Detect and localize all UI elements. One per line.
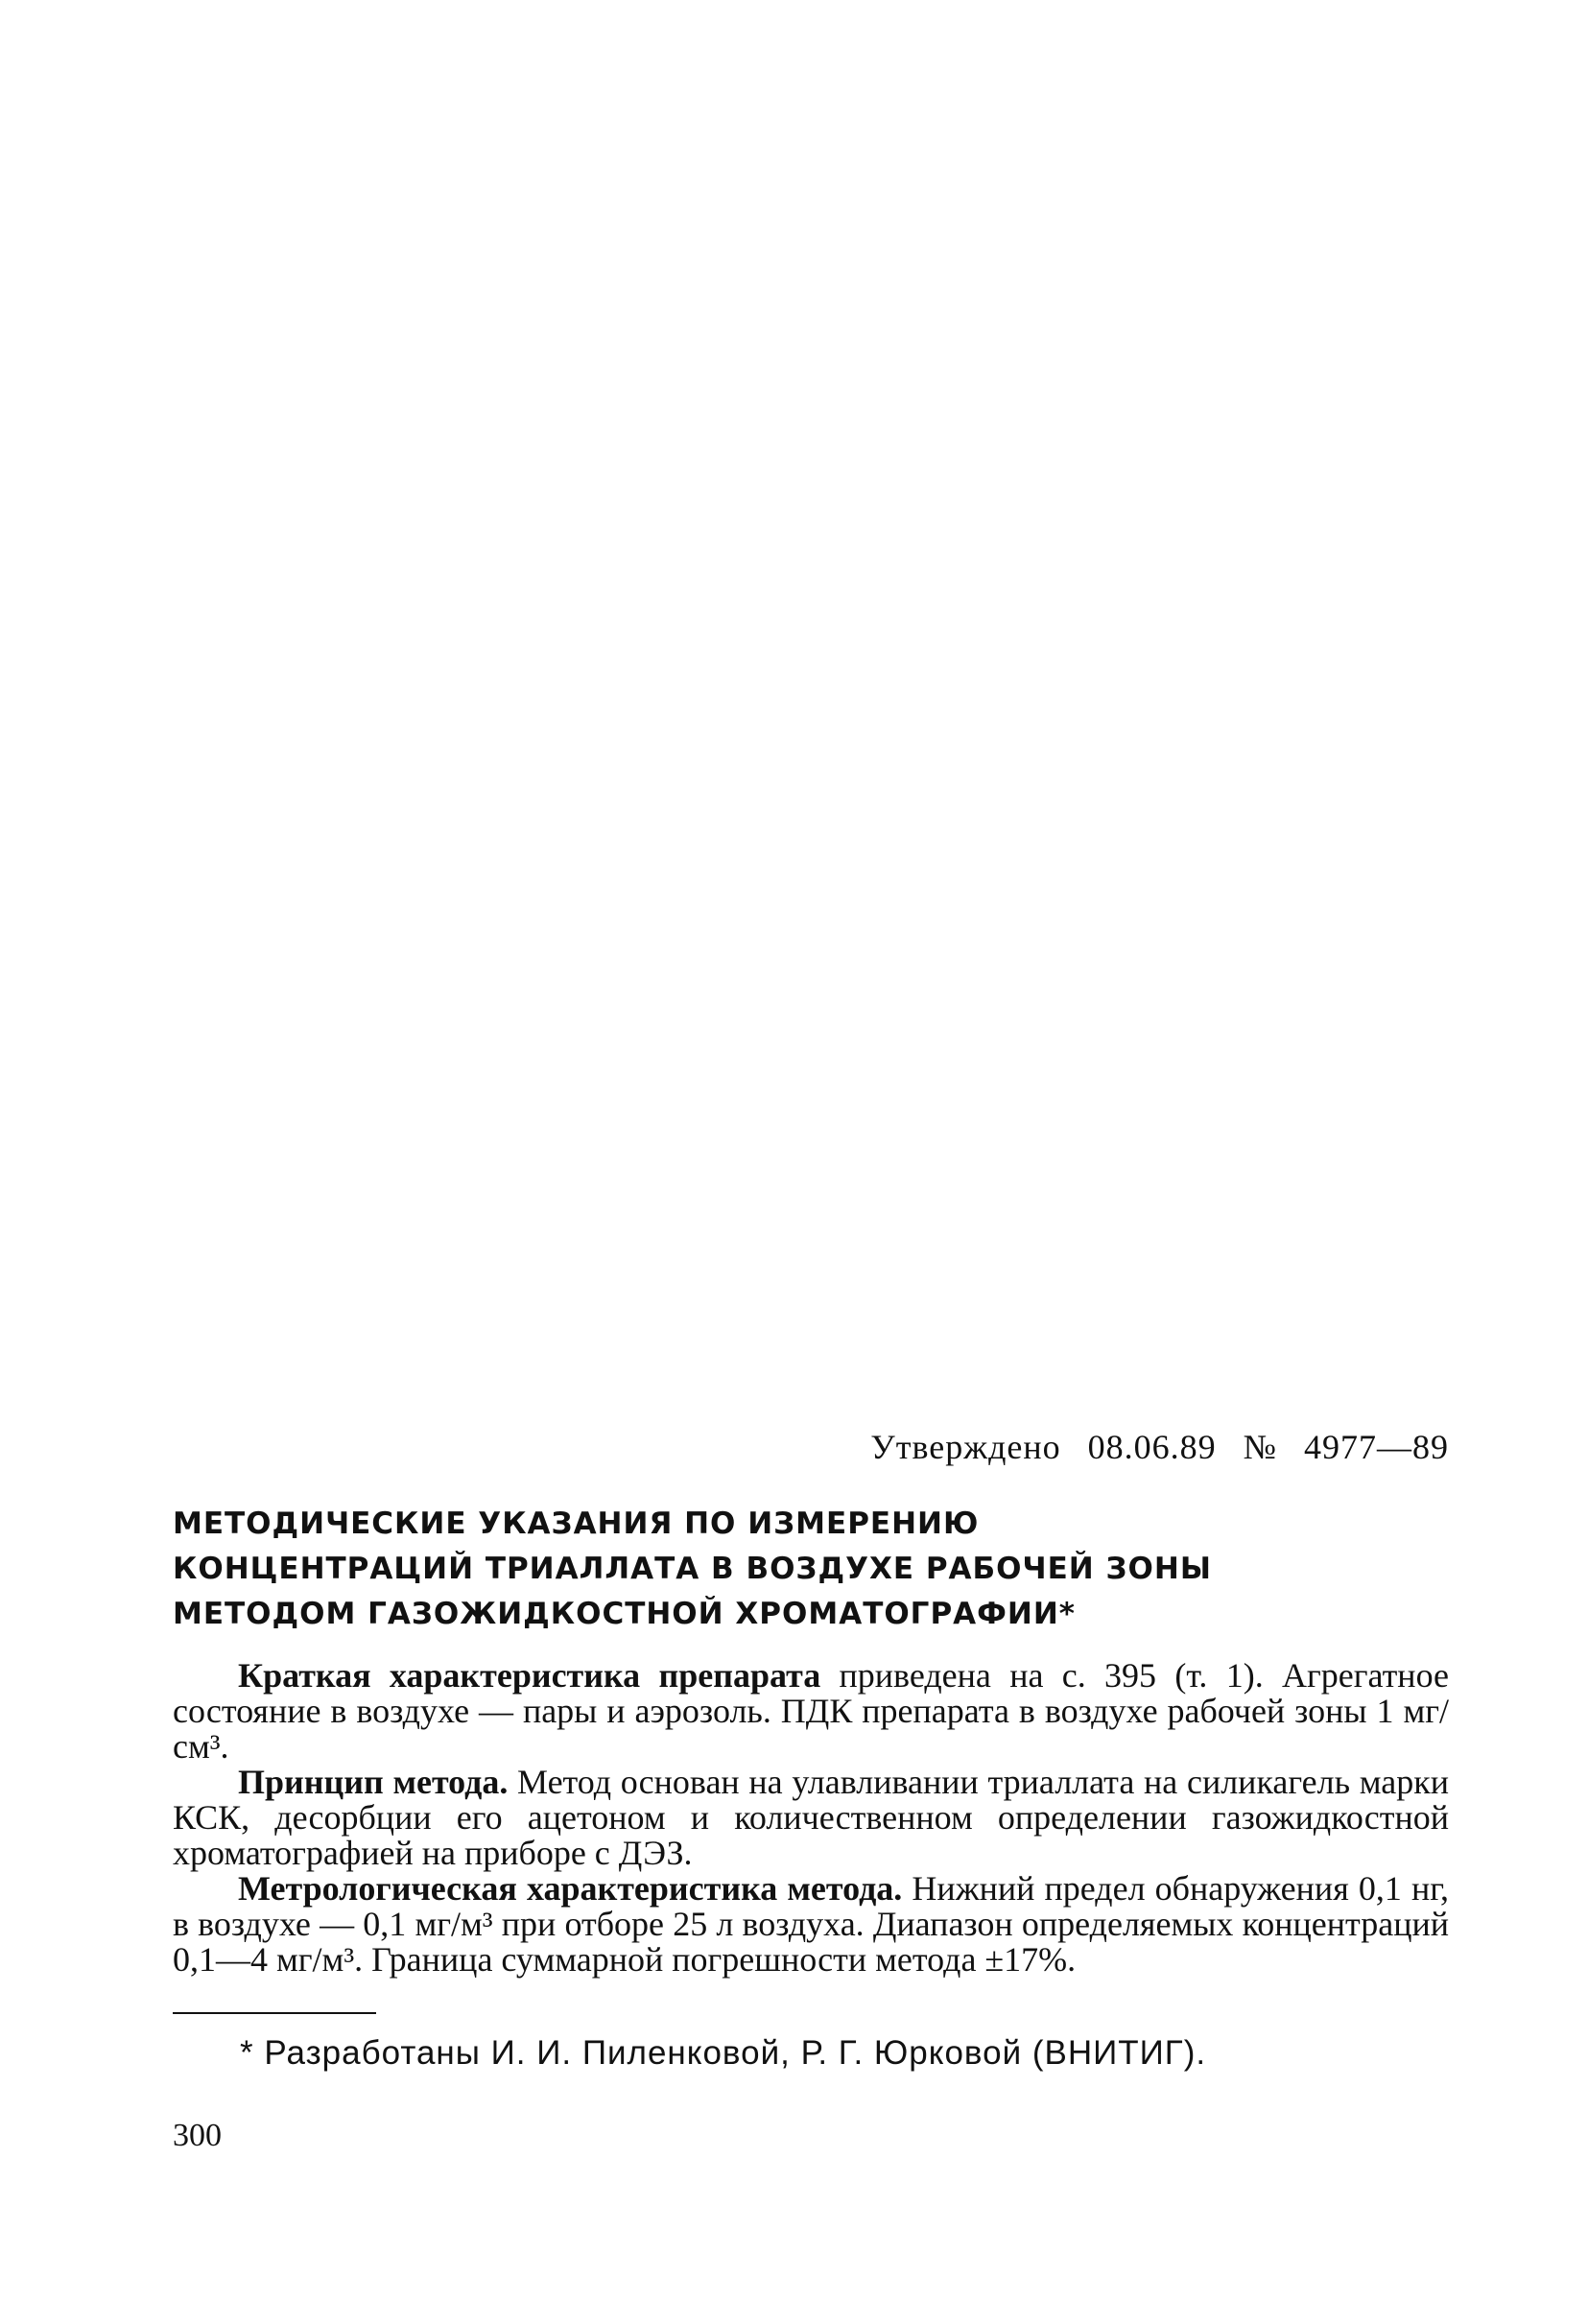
page-number: 300 [173,2118,222,2153]
footnote: * Разработаны И. И. Пиленковой, Р. Г. Юрковой (ВНИТИГ). [240,2034,1207,2072]
title-line-1: МЕТОДИЧЕСКИЕ УКАЗАНИЯ ПО ИЗМЕРЕНИЮ [173,1506,980,1541]
document-title [173,1502,1449,1637]
paragraph-heading: Метрологическая характеристика метода. [238,1869,903,1908]
paragraph-text: Нижний предел обнаружения 0,1 нг, в воздухе — 0,1 мг/м³ при отборе 25 л воздуха. Диапазон определяемых концентраций 0,1—4 мг/м³. Граница суммарной погрешности метода ±17%. [173,1869,1450,1979]
footnote-divider [173,2012,376,2014]
paragraph-text: приведена на с. 395 (т. 1). Агрегатное состояние в воздухе — пары и аэрозоль. ПДК препарата в воздухе рабочей зоны 1 мг/см³. [173,1656,1449,1766]
paragraph-text: Метод основан на улавливании триаллата на силикагель марки КСК, десорбции его ацетоном и количественном определении газожидкостной хроматографией на приборе с ДЭЗ. [173,1763,1449,1872]
title-line-3: МЕТОДОМ ГАЗОЖИДКОСТНОЙ ХРОМАТОГРАФИИ* [173,1597,1076,1631]
title-line-2: КОНЦЕНТРАЦИЙ ТРИАЛЛАТА В ВОЗДУХЕ РАБОЧЕЙ ЗОНЫ [173,1552,1212,1586]
document-body [173,1658,1449,1978]
approval-note: Утверждено 08.06.89 № 4977—89 [870,1428,1449,1466]
paragraph-characteristics [173,1658,1449,1765]
paragraph-metrology [173,1871,1449,1978]
paragraph-principle [173,1765,1449,1871]
paragraph-heading: Краткая характеристика препарата [238,1656,821,1695]
paragraph-heading: Принцип метода. [238,1763,509,1801]
